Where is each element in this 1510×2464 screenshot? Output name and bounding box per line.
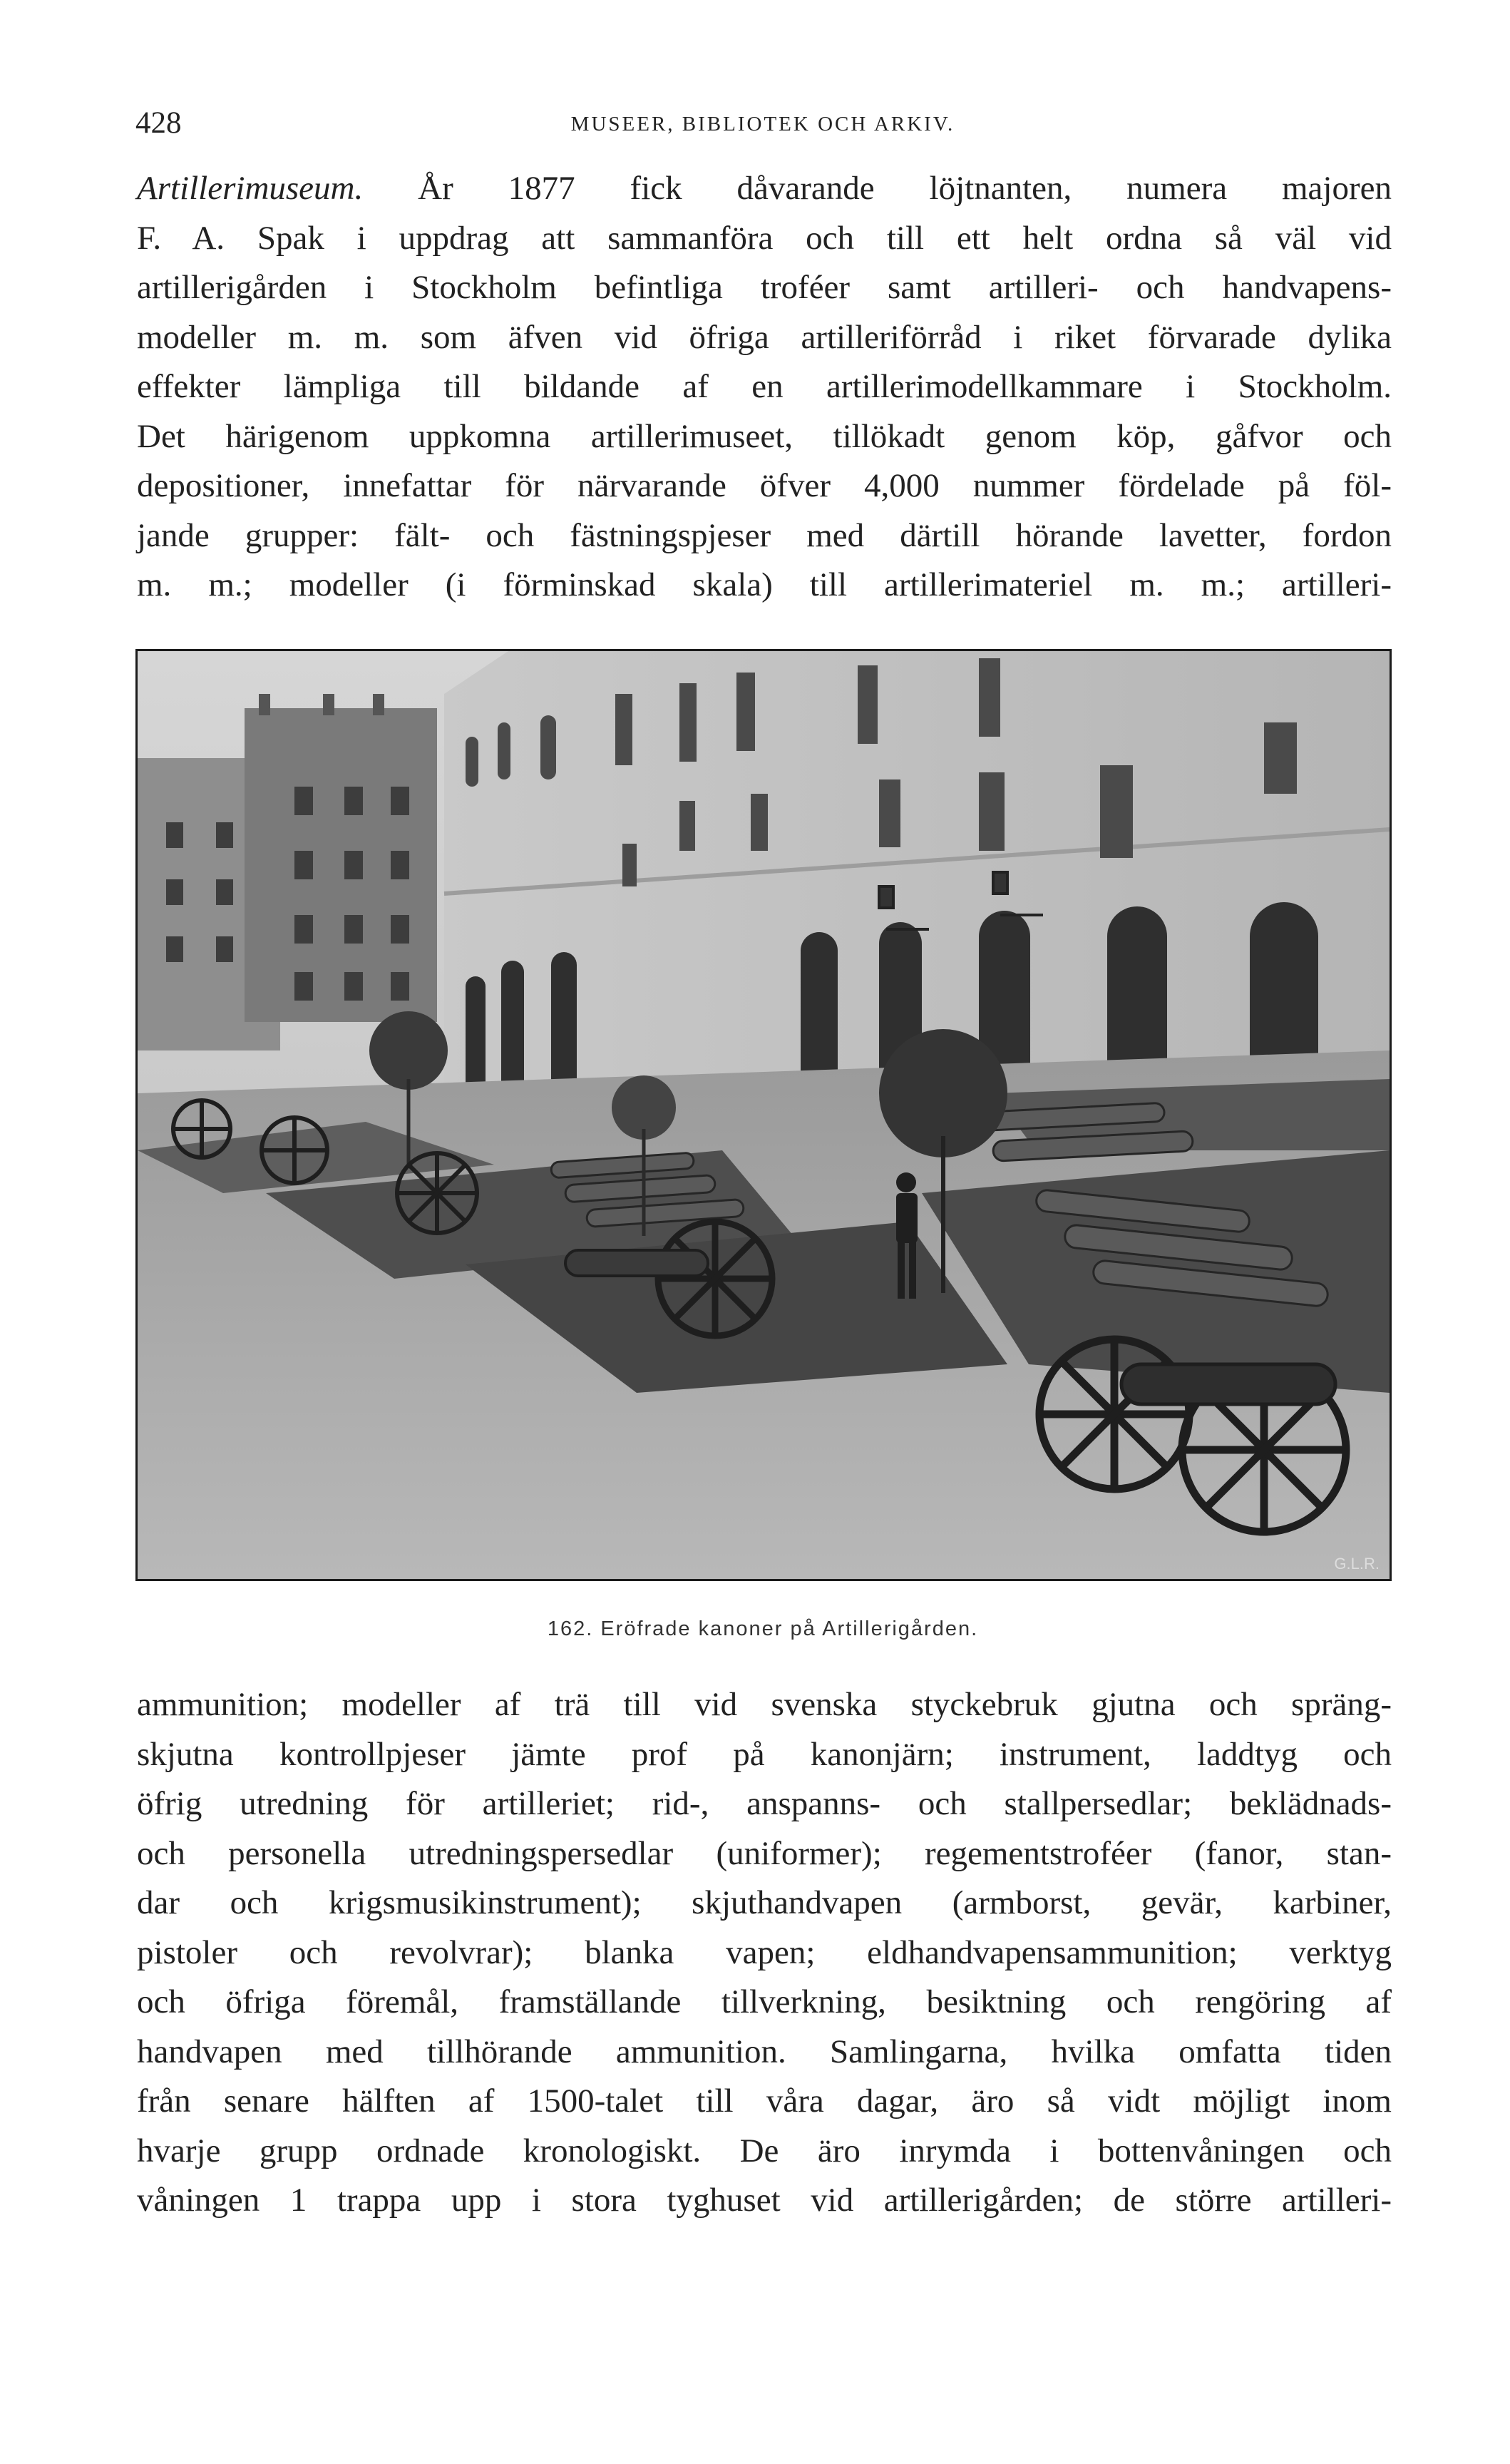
page-number: 428: [135, 106, 182, 140]
text-line: jande grupper: fält- och fästningspjeser med därtill hörande lavetter, fordon: [137, 516, 1392, 554]
text-line: depositioner, innefattar för närvarande öfver 4,000 nummer fördelade på föl-: [137, 467, 1392, 504]
text-line: dar och krigsmusikinstrument); skjuthandvapen (armborst, gevär, karbiner,: [137, 1884, 1392, 1921]
figure-caption: 162. Eröfrade kanoner på Artillerigården.: [547, 1617, 979, 1640]
bottom-paragraph: [137, 1680, 1392, 2226]
text-line: och öfriga föremål, framställande tillverkning, besiktning och rengöring af: [137, 1983, 1392, 2020]
photo-cannons-courtyard: [135, 649, 1392, 1581]
text-line: öfrig utredning för artilleriet; rid-, anspanns- och stallpersedlar; beklädnads-: [137, 1785, 1392, 1822]
text-line: Artillerimuseum. År 1877 fick dåvarande löjtnanten, numera majoren: [137, 170, 1392, 207]
text-line: effekter lämpliga till bildande af en artillerimodellkammare i Stockholm.: [137, 368, 1392, 405]
section-lead: Artillerimuseum.: [137, 170, 364, 207]
text-line: ammunition; modeller af trä till vid svenska styckebruk gjutna och spräng-: [137, 1686, 1392, 1723]
text-line: skjutna kontrollpjeser jämte prof på kanonjärn; instrument, laddtyg och: [137, 1735, 1392, 1773]
page-header: [135, 106, 1390, 148]
text-line: F. A. Spak i uppdrag att sammanföra och till ett helt ordna så väl vid: [137, 219, 1392, 257]
engraver-mark: G.L.R.: [1334, 1555, 1380, 1573]
top-paragraph: [137, 164, 1392, 610]
text-line: våningen 1 trappa upp i stora tyghuset vid artillerigården; de större artilleri-: [137, 2182, 1392, 2219]
text-line: artillerigården i Stockholm befintliga troféer samt artilleri- och handvapens-: [137, 269, 1392, 306]
text-line: Det härigenom uppkomna artillerimuseet, tillökadt genom köp, gåfvor och: [137, 417, 1392, 455]
text-line: och personella utredningspersedlar (uniformer); regementstroféer (fanor, stan-: [137, 1834, 1392, 1872]
running-title: MUSEER, BIBLIOTEK OCH ARKIV.: [570, 113, 955, 136]
text-line: m. m.; modeller (i förminskad skala) till artillerimateriel m. m.; artilleri-: [137, 566, 1392, 603]
text-line: handvapen med tillhörande ammunition. Samlingarna, hvilka omfatta tiden: [137, 2033, 1392, 2070]
photo-illustration: [138, 651, 1390, 1579]
text-line: pistoler och revolvrar); blanka vapen; eldhandvapensammunition; verktyg: [137, 1933, 1392, 1971]
text-line: från senare hälften af 1500-talet till våra dagar, äro så vidt möjligt inom: [137, 2082, 1392, 2120]
text-line: modeller m. m. som äfven vid öfriga artilleriförråd i riket förvarade dylika: [137, 318, 1392, 356]
text-line: hvarje grupp ordnade kronologiskt. De äro inrymda i bottenvåningen och: [137, 2132, 1392, 2169]
